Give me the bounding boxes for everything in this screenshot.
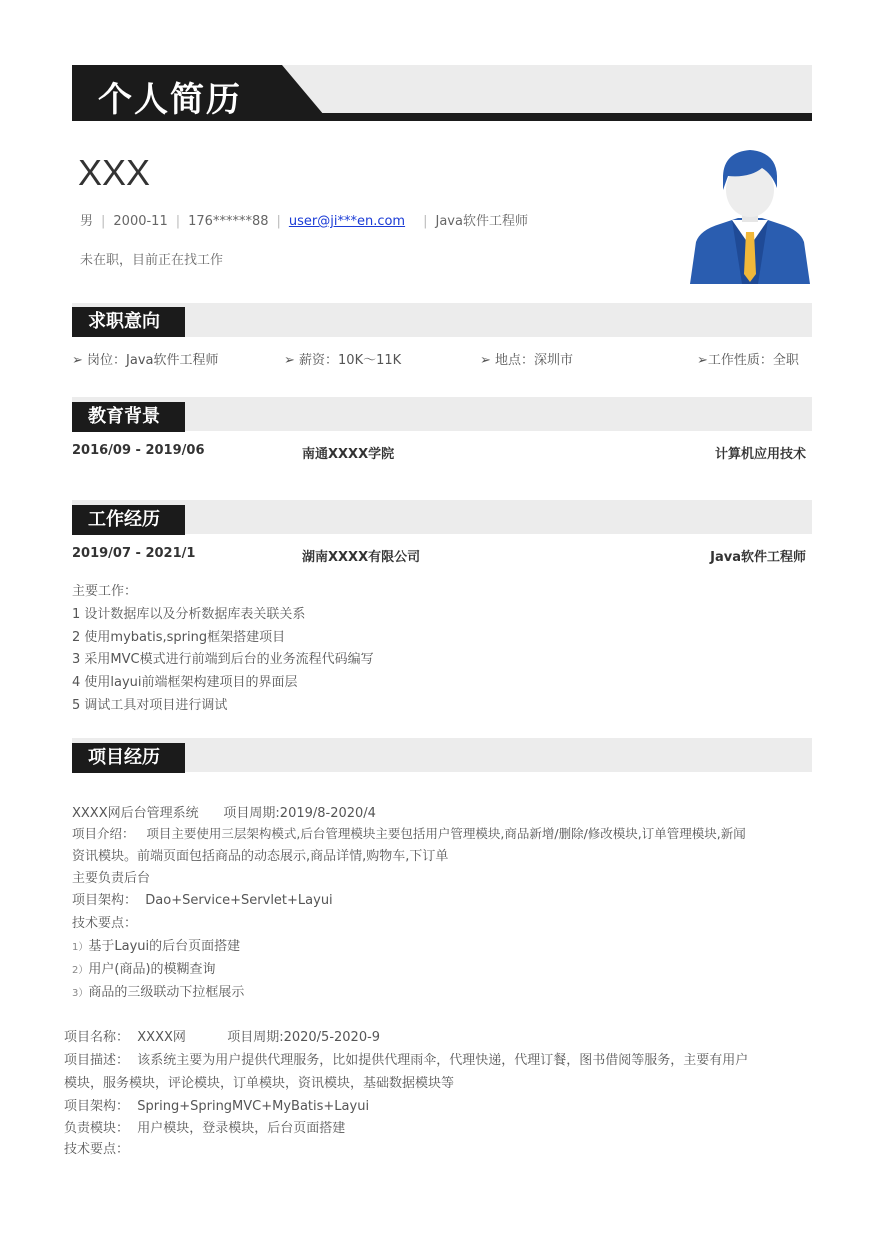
work-period: 2019/07 - 2021/1 bbox=[72, 546, 196, 561]
education-period: 2016/09 - 2019/06 bbox=[72, 443, 205, 458]
phone-number: 176******88 bbox=[188, 214, 269, 229]
work-company: 湖南XXXX有限公司 bbox=[302, 550, 421, 565]
education-school: 南通XXXX学院 bbox=[302, 447, 395, 462]
candidate-name: XXX bbox=[78, 152, 151, 193]
employment-status: 未在职，目前正在找工作 bbox=[80, 253, 224, 268]
project-responsibility: 负责模块： 用户模块，登录模块，后台页面搭建 bbox=[64, 1121, 346, 1136]
education-major: 计算机应用技术 bbox=[714, 447, 806, 462]
email-link[interactable]: user@ji***en.com bbox=[288, 214, 406, 229]
project-description-cont: 模块，服务模块，评论模块，订单模块，资讯模块，基础数据模块等 bbox=[64, 1076, 455, 1091]
project-intro: 项目介绍： 项目主要使用三层架构模式,后台管理模块主要包括用户管理模块,商品新增/删除/修改模块,订单管理模块,新闻 bbox=[72, 826, 746, 841]
divider: | bbox=[175, 214, 181, 229]
item-number: 2） bbox=[72, 965, 89, 976]
avatar bbox=[690, 146, 810, 284]
section-title-intention: 求职意向 bbox=[72, 307, 185, 337]
section-title-education: 教育背景 bbox=[72, 402, 185, 432]
work-duties-title: 主要工作： bbox=[72, 584, 138, 599]
intention-job: ➢ 岗位：Java软件工程师 bbox=[72, 353, 219, 368]
project-responsibility: 主要负责后台 bbox=[72, 871, 151, 886]
list-item: 2 使用mybatis,spring框架搭建项目 bbox=[72, 630, 286, 645]
item-text: 基于Layui的后台页面搭建 bbox=[88, 939, 241, 954]
intention-salary: ➢ 薪资：10K～11K bbox=[284, 353, 402, 368]
list-item: 4 使用layui前端框架构建项目的界面层 bbox=[72, 675, 298, 690]
divider: | bbox=[101, 214, 106, 229]
project-intro-cont: 资讯模块。前端页面包括商品的动态展示,商品详情,购物车,下订单 bbox=[72, 849, 449, 864]
divider: | bbox=[276, 214, 281, 229]
list-item bbox=[72, 981, 244, 1000]
project-tech-title: 技术要点： bbox=[72, 916, 138, 931]
item-text: 用户(商品)的模糊查询 bbox=[88, 962, 216, 977]
project-name-line: 项目名称： XXXX网 项目周期:2020/5-2020-9 bbox=[64, 1030, 381, 1045]
gender: 男 bbox=[80, 214, 94, 229]
list-item bbox=[72, 958, 216, 977]
project-tech-title: 技术要点： bbox=[64, 1142, 130, 1157]
project-name-line: XXXX网后台管理系统 项目周期:2019/8-2020/4 bbox=[72, 806, 376, 821]
birth-date: 2000-11 bbox=[113, 214, 168, 229]
project-architecture: 项目架构： Spring+SpringMVC+MyBatis+Layui bbox=[64, 1099, 370, 1114]
intention-location: ➢ 地点：深圳市 bbox=[480, 353, 574, 368]
divider: | bbox=[423, 214, 428, 229]
section-title-projects: 项目经历 bbox=[72, 743, 185, 773]
contact-info bbox=[80, 210, 528, 229]
item-text: 商品的三级联动下拉框展示 bbox=[88, 985, 245, 1000]
page-title: 个人简历 bbox=[98, 80, 242, 120]
intention-type: ➢工作性质：全职 bbox=[697, 353, 799, 368]
list-item: 5 调试工具对项目进行调试 bbox=[72, 698, 228, 713]
work-role: Java软件工程师 bbox=[710, 550, 806, 565]
list-item bbox=[72, 935, 240, 954]
list-item: 1 设计数据库以及分析数据库表关联关系 bbox=[72, 607, 306, 622]
project-architecture: 项目架构： Dao+Service+Servlet+Layui bbox=[72, 893, 333, 908]
item-number: 1） bbox=[72, 942, 89, 953]
section-title-work: 工作经历 bbox=[72, 505, 185, 535]
project-description: 项目描述： 该系统主要为用户提供代理服务，比如提供代理雨伞，代理快递，代理订餐，图书借阅等服务，主要有用户 bbox=[64, 1053, 749, 1068]
target-position: Java软件工程师 bbox=[435, 214, 528, 229]
list-item: 3 采用MVC模式进行前端到后台的业务流程代码编写 bbox=[72, 652, 374, 667]
item-number: 3） bbox=[72, 988, 89, 999]
